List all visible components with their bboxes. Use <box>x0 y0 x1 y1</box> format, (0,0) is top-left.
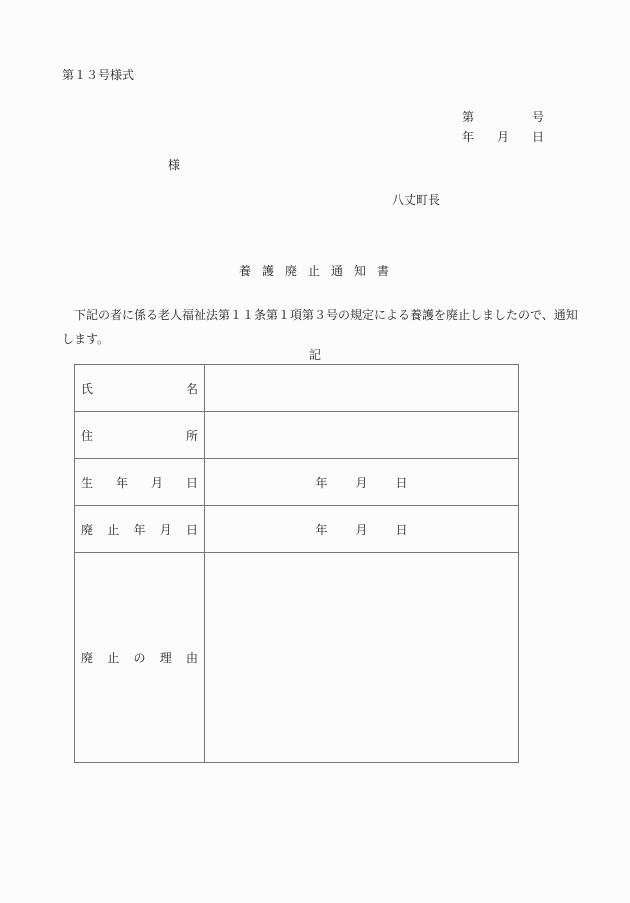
issuer-name: 八丈町長 <box>392 193 441 207</box>
date-month: 月 <box>496 130 509 144</box>
record-table <box>74 364 519 763</box>
name-field[interactable] <box>205 365 519 412</box>
address-field[interactable] <box>205 412 519 459</box>
label-termination-reason: 廃 止 の 理 由 <box>75 553 205 763</box>
date-year: 年 <box>462 130 475 144</box>
table-row-termination-date <box>75 506 519 553</box>
table-row-name <box>75 365 519 412</box>
doc-number-suffix: 号 <box>531 110 544 124</box>
termination-reason-field[interactable] <box>205 553 519 763</box>
termination-date-field[interactable]: 年 月 日 <box>205 506 519 553</box>
document-number-line <box>462 110 544 124</box>
body-text: 下記の者に係る老人福祉法第１１条第１項第３号の規定による養護を廃止しましたので、通知します。 <box>62 308 578 346</box>
doc-number-prefix: 第 <box>462 110 475 124</box>
label-birthdate: 生 年 月 日 <box>75 459 205 506</box>
table-row-birthdate <box>75 459 519 506</box>
addressee-suffix: 様 <box>168 158 181 172</box>
issue-date-line <box>462 130 544 144</box>
form-number: 第１３号様式 <box>62 68 135 82</box>
label-address: 住 所 <box>75 412 205 459</box>
table-row-address <box>75 412 519 459</box>
record-heading: 記 <box>309 348 322 362</box>
document-title: 養護廃止通知書 <box>239 264 401 278</box>
table-row-termination-reason <box>75 553 519 763</box>
label-termination-date: 廃 止 年 月 日 <box>75 506 205 553</box>
label-name: 氏 名 <box>75 365 205 412</box>
birthdate-field[interactable]: 年 月 日 <box>205 459 519 506</box>
date-day: 日 <box>531 130 544 144</box>
